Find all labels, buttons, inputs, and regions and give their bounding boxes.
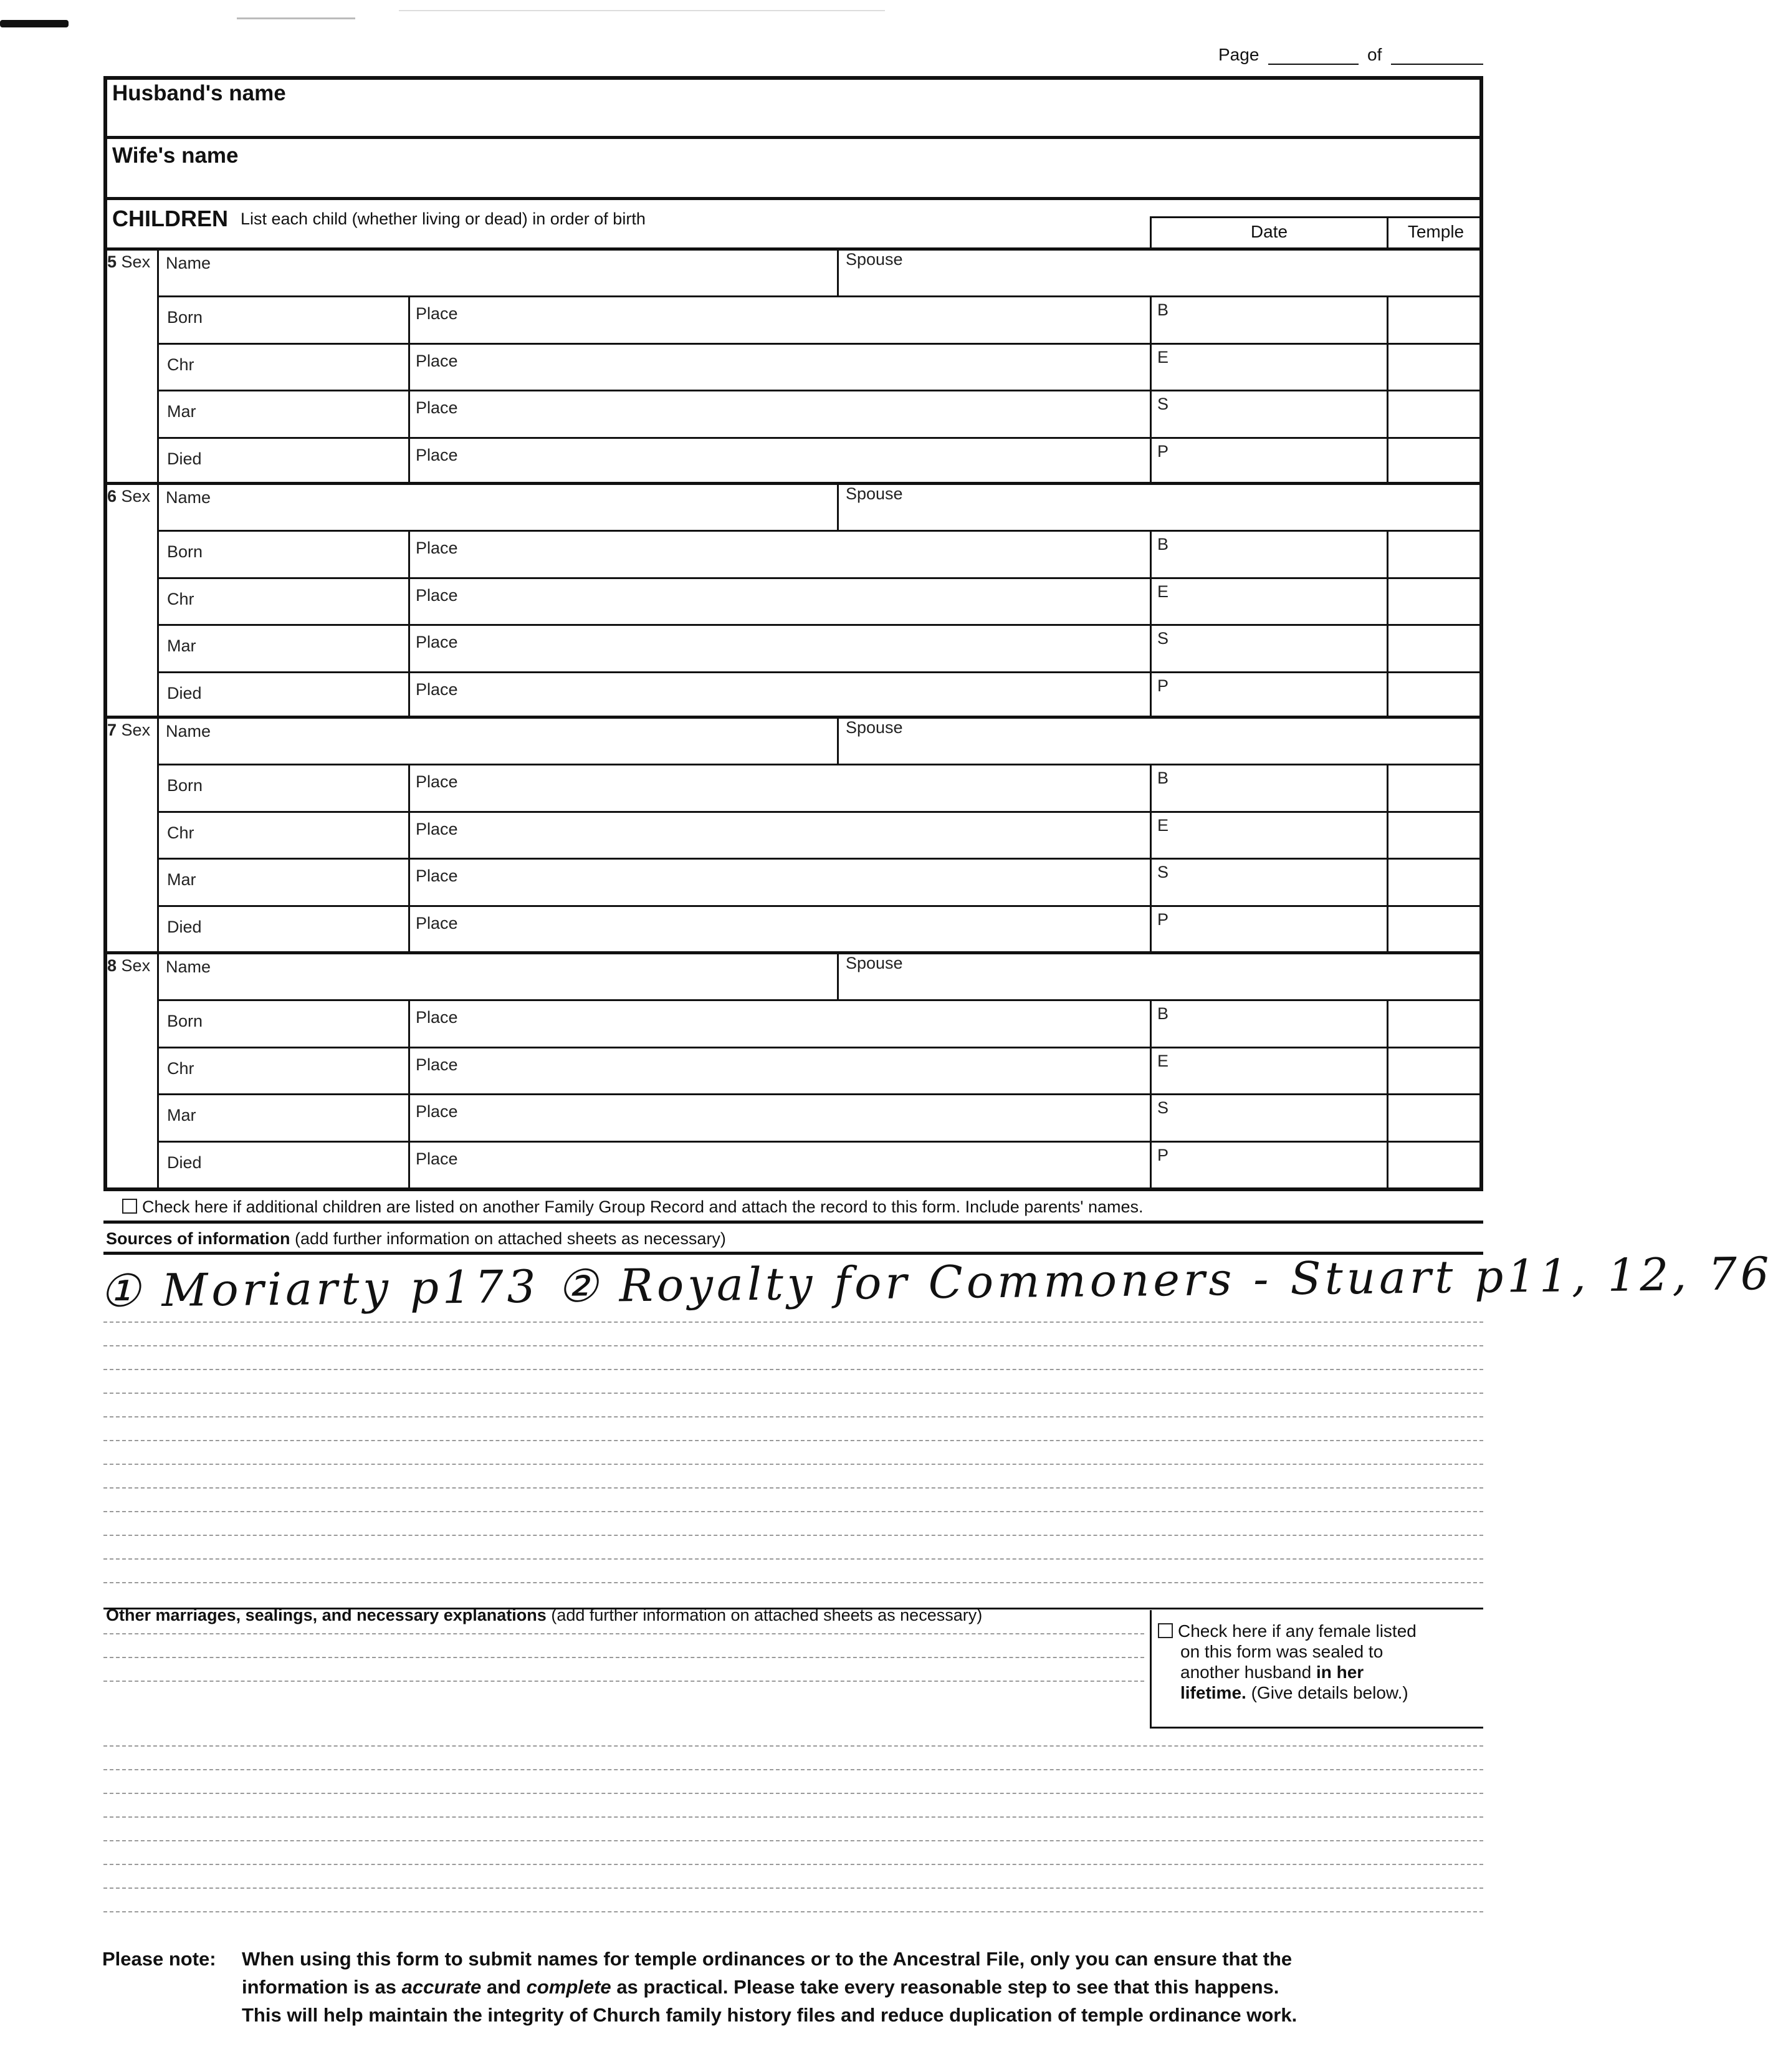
divider (157, 716, 159, 951)
place-label: Place (416, 819, 458, 838)
please-note-line-2 (242, 1976, 1279, 1998)
sealed-text-line: on this form was sealed to (1180, 1642, 1384, 1661)
row-divider (157, 1047, 1483, 1048)
scan-artifact (0, 20, 69, 27)
sex-label: Sex (121, 487, 151, 506)
writing-line (103, 1793, 1483, 1794)
page-number-field[interactable] (1268, 64, 1359, 65)
writing-line (103, 1681, 1144, 1682)
sources-handwritten-entry: ① Moriarty p173 ② Royalty for Commoners - Stuart p11, 12, 76 (99, 1247, 1773, 1318)
child-name-label: Name (166, 488, 211, 507)
row-divider (157, 764, 1483, 765)
additional-children-text: Check here if additional children are listed on another Family Group Record and attach the record to this form. Include parents' names. (142, 1197, 1144, 1216)
event-label: Died (167, 449, 202, 468)
row-divider (157, 437, 1483, 439)
divider (408, 295, 410, 482)
please-note-line-1: When using this form to submit names for temple ordinances or to the Ancestral File, only you can ensure that the (242, 1948, 1293, 1970)
place-label: Place (416, 304, 458, 323)
divider (103, 197, 1483, 200)
writing-line (103, 1657, 1144, 1658)
place-label: Place (416, 1008, 458, 1027)
family-group-form (103, 76, 1483, 1191)
divider (1150, 530, 1152, 716)
sources-title (106, 1229, 726, 1249)
event-label: Born (167, 308, 203, 327)
writing-line (103, 1440, 1483, 1441)
divider (837, 482, 839, 530)
row-divider (157, 1093, 1483, 1095)
divider (103, 136, 1483, 139)
writing-line (103, 1911, 1483, 1912)
sealed-text-part: another husband (1180, 1662, 1312, 1682)
husband-name-label: Husband's name (112, 81, 286, 105)
note-part: accurate (401, 1976, 482, 1998)
row-divider (157, 624, 1483, 626)
sealed-check-text[interactable] (1158, 1621, 1482, 1703)
row-divider (157, 905, 1483, 907)
additional-children-check[interactable] (122, 1197, 1144, 1217)
event-label: Chr (167, 355, 194, 374)
sealed-text-line (1158, 1662, 1482, 1682)
ordinance-letter: E (1157, 1051, 1169, 1070)
child-number: 6 (107, 487, 117, 506)
sex-label: Sex (121, 252, 151, 271)
ordinance-letter: S (1157, 629, 1169, 648)
writing-line (103, 1864, 1483, 1865)
place-label: Place (416, 633, 458, 651)
note-part: as practical. Please take every reasonable step to see that this happens. (616, 1976, 1279, 1998)
row-divider (157, 295, 1483, 297)
event-label: Born (167, 542, 203, 561)
place-label: Place (416, 539, 458, 557)
event-label: Mar (167, 402, 196, 421)
writing-line (103, 1535, 1483, 1536)
event-label: Died (167, 683, 202, 703)
scan-artifact (399, 10, 885, 11)
writing-line (103, 1416, 1483, 1417)
sealed-text-part: (Give details below.) (1251, 1683, 1408, 1702)
divider (157, 951, 159, 1187)
please-note-label: Please note: (102, 1948, 216, 1970)
divider (408, 530, 410, 716)
page-label: Page (1218, 45, 1259, 64)
writing-line (103, 1345, 1483, 1346)
ordinance-letter: P (1157, 676, 1169, 695)
place-label: Place (416, 351, 458, 370)
row-divider (157, 343, 1483, 345)
divider (837, 716, 839, 764)
event-label: Mar (167, 870, 196, 889)
writing-line (103, 1487, 1483, 1489)
sealed-text-part: lifetime. (1180, 1683, 1246, 1702)
child-number: 8 (107, 956, 117, 975)
sources-note: (add further information on attached sheets as necessary) (295, 1229, 726, 1248)
place-label: Place (416, 866, 458, 885)
note-part: and (486, 1976, 521, 1998)
event-label: Died (167, 917, 202, 936)
of-label: of (1367, 45, 1382, 64)
sealed-text-part: in her (1316, 1662, 1364, 1682)
writing-line (103, 1816, 1483, 1818)
place-label: Place (416, 1149, 458, 1168)
child-block-divider (103, 482, 1483, 485)
writing-line (103, 1369, 1483, 1370)
event-label: Died (167, 1153, 202, 1172)
row-divider (157, 530, 1483, 532)
child-block-divider (103, 247, 1483, 251)
child-number-sex (107, 252, 150, 272)
divider (103, 1221, 1483, 1224)
child-name-label: Name (166, 722, 211, 741)
event-label: Chr (167, 589, 194, 608)
divider (157, 247, 159, 482)
writing-line (103, 1745, 1483, 1747)
sex-label: Sex (121, 721, 151, 739)
ordinance-letter: E (1157, 815, 1169, 835)
row-divider (157, 390, 1483, 391)
ordinance-letter: B (1157, 535, 1169, 554)
row-divider (157, 671, 1483, 673)
child-name-label: Name (166, 254, 211, 272)
checkbox[interactable] (122, 1199, 137, 1214)
divider (1387, 530, 1388, 716)
date-column-header: Date (1250, 222, 1288, 241)
writing-line (103, 1887, 1483, 1889)
checkbox[interactable] (1158, 1623, 1173, 1638)
writing-line (103, 1840, 1483, 1841)
divider (837, 247, 839, 295)
other-marriages-note: (add further information on attached sheets as necessary) (551, 1606, 983, 1624)
writing-line (103, 1769, 1483, 1770)
ordinance-letter: S (1157, 395, 1169, 413)
writing-line (103, 1582, 1483, 1583)
event-label: Chr (167, 1058, 194, 1078)
child-number: 7 (107, 721, 117, 739)
row-divider (157, 999, 1483, 1001)
page-total-field[interactable] (1391, 64, 1483, 65)
other-marriages-title-text: Other marriages, sealings, and necessary explanations (106, 1606, 547, 1624)
divider (157, 482, 159, 716)
row-divider (157, 577, 1483, 579)
writing-line (103, 1558, 1483, 1560)
child-spouse-label: Spouse (846, 250, 903, 269)
writing-line (103, 1511, 1483, 1512)
wife-name-label: Wife's name (112, 143, 239, 168)
place-label: Place (416, 445, 458, 464)
note-part: information is as (242, 1976, 397, 1998)
child-spouse-label: Spouse (846, 954, 903, 972)
divider (1150, 216, 1483, 218)
sealed-text-line: Check here if any female listed (1178, 1621, 1417, 1641)
sealed-text-line (1158, 1682, 1482, 1703)
sources-title-text: Sources of information (106, 1229, 290, 1248)
divider (103, 1608, 1483, 1609)
children-title: CHILDREN (112, 206, 228, 231)
sex-label: Sex (121, 956, 151, 975)
ordinance-letter: S (1157, 1098, 1169, 1117)
place-label: Place (416, 913, 458, 933)
child-spouse-label: Spouse (846, 484, 903, 503)
writing-line (103, 1464, 1483, 1465)
child-name-label: Name (166, 957, 211, 976)
place-label: Place (416, 772, 458, 791)
divider (837, 951, 839, 999)
divider (1387, 295, 1388, 482)
event-label: Mar (167, 1106, 196, 1125)
place-label: Place (416, 1102, 458, 1121)
writing-line (103, 1393, 1483, 1394)
children-instruction: List each child (whether living or dead) in order of birth (241, 209, 646, 228)
place-label: Place (416, 585, 458, 605)
event-label: Mar (167, 636, 196, 655)
child-number-sex (107, 487, 150, 506)
ordinance-letter: B (1157, 300, 1169, 319)
divider (1150, 295, 1152, 482)
place-label: Place (416, 1055, 458, 1074)
child-number: 5 (107, 252, 117, 271)
child-block-divider (103, 951, 1483, 954)
event-label: Born (167, 776, 203, 795)
place-label: Place (416, 398, 458, 417)
ordinance-letter: P (1157, 441, 1169, 461)
ordinance-letter: B (1157, 1004, 1169, 1023)
scan-artifact (237, 17, 355, 19)
ordinance-letter: E (1157, 347, 1169, 367)
event-label: Born (167, 1012, 203, 1030)
child-spouse-label: Spouse (846, 718, 903, 737)
row-divider (157, 1141, 1483, 1143)
ordinance-letter: S (1157, 863, 1169, 881)
ordinance-letter: E (1157, 582, 1169, 601)
please-note-line-3: This will help maintain the integrity of Church family history files and reduce duplication of temple ordinance work. (242, 2004, 1297, 2026)
writing-line (103, 1321, 1483, 1323)
child-block-divider (103, 716, 1483, 719)
writing-line (103, 1633, 1144, 1634)
row-divider (157, 858, 1483, 860)
ordinance-letter: B (1157, 769, 1169, 787)
ordinance-letter: P (1157, 909, 1169, 929)
ordinance-letter: P (1157, 1145, 1169, 1164)
row-divider (157, 811, 1483, 813)
place-label: Place (416, 679, 458, 699)
note-part: complete (526, 1976, 611, 1998)
temple-column-header: Temple (1407, 222, 1465, 241)
event-label: Chr (167, 823, 194, 842)
child-number-sex (107, 956, 150, 976)
child-number-sex (107, 721, 150, 740)
